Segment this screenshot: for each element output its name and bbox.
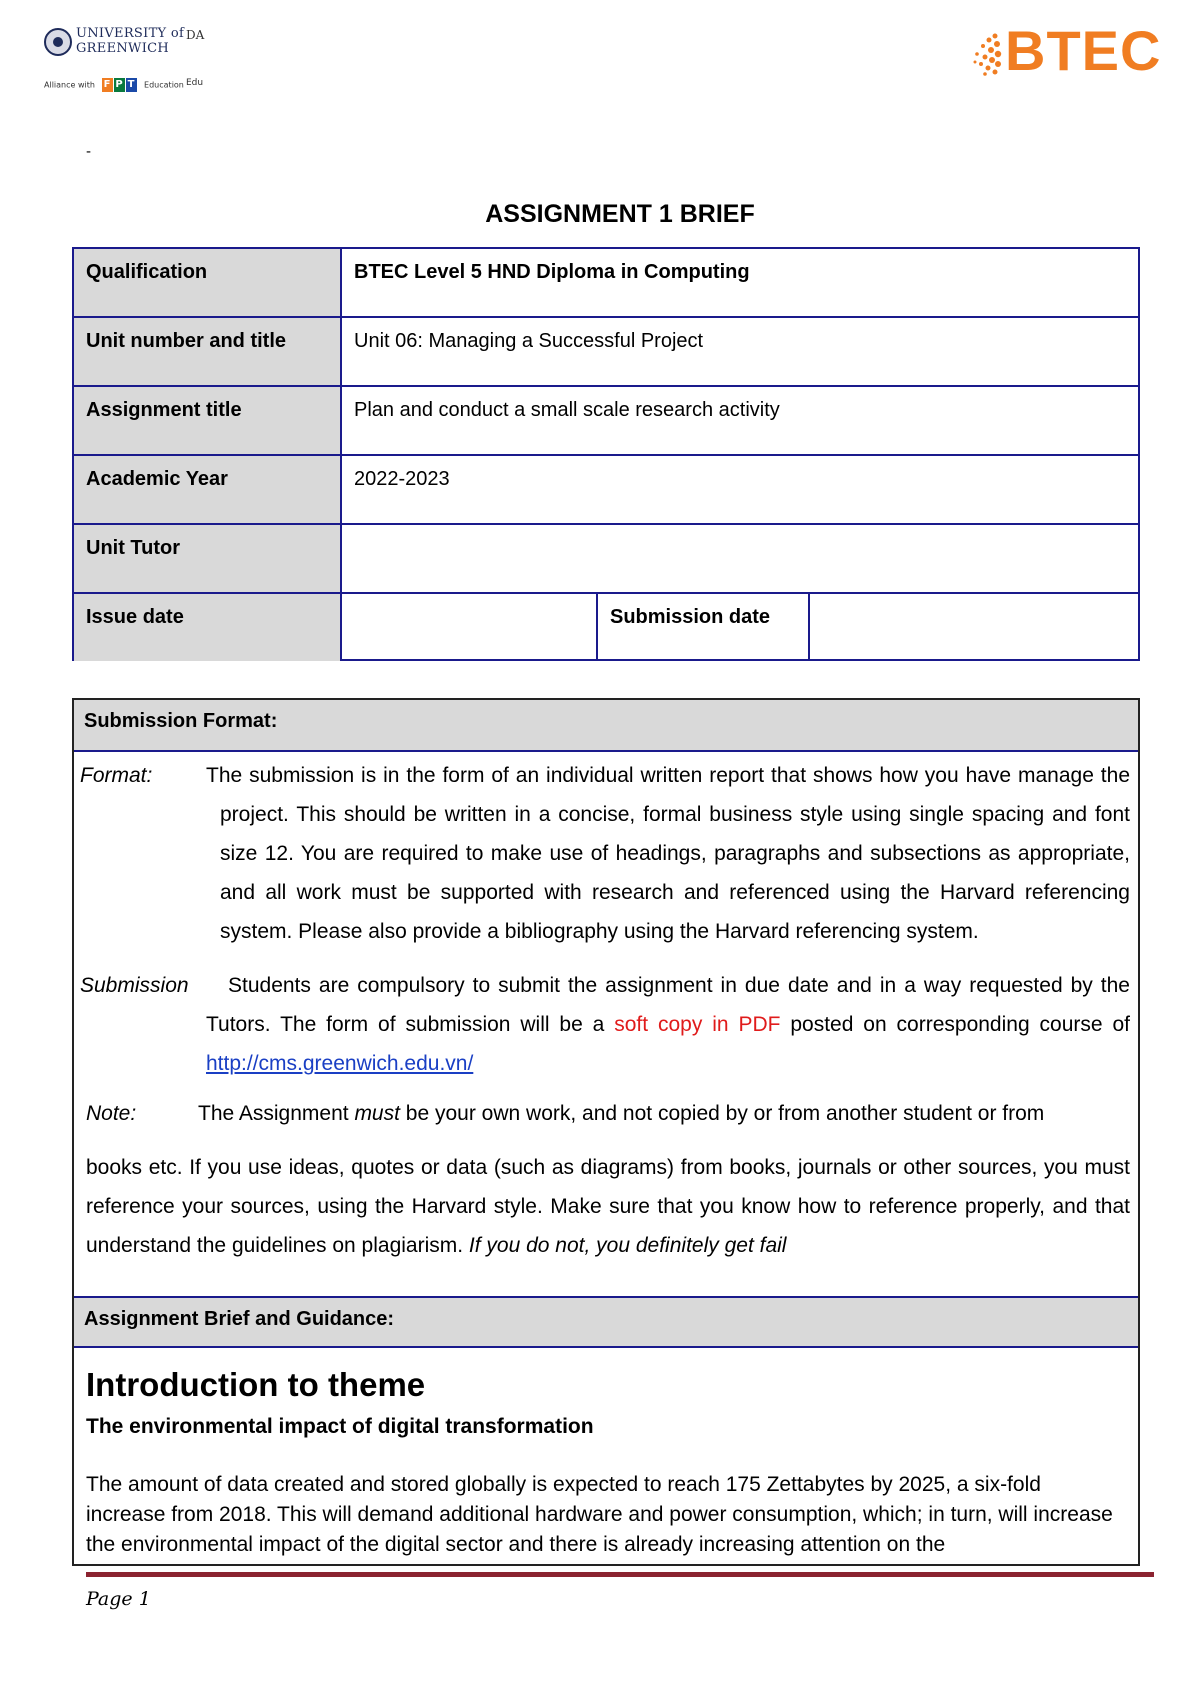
assignment-title-label: Assignment title <box>74 387 342 454</box>
alliance-right-text: Education <box>144 80 184 90</box>
qualification-value: BTEC Level 5 HND Diploma in Computing <box>354 261 750 283</box>
page-number: Page 1 <box>86 1588 151 1610</box>
btec-logo-text: BTEC <box>1005 19 1162 82</box>
university-name-line2: GREENWICH <box>76 41 170 56</box>
assignment-info-table <box>72 247 1140 661</box>
intro-paragraph: The amount of data created and stored globally is expected to reach 175 Zettabytes by 2025, a six-fold increase from 2018. This will demand additional hardware and power consumption, which; in turn, will increase the environmental impact of the digital sector and there is already increasing attention on the <box>86 1473 1113 1556</box>
academic-year-label: Academic Year <box>74 456 342 523</box>
page-title: ASSIGNMENT 1 BRIEF <box>485 200 755 228</box>
intro-subheading: The environmental impact of digital transformation <box>86 1415 594 1438</box>
university-crest-icon <box>44 28 72 56</box>
submission-text-part2: posted on corresponding course of <box>790 1013 1130 1036</box>
alliance-extra-text: Edu <box>186 78 204 88</box>
academic-year-value: 2022-2023 <box>354 468 450 490</box>
unit-value: Unit 06: Managing a Successful Project <box>354 330 704 352</box>
issue-date-value <box>342 594 598 661</box>
format-text: The submission is in the form of an individual written report that shows how you have manage the project. This should be written in a concise, formal business style using single spacing and font size 12. You are required to make use of headings, paragraphs and subsections as appropriate, and all work must be supported with research and referenced using the Harvard referencing system. Please also provide a bibliography using the Harvard referencing system. <box>206 764 1130 943</box>
note-warning: If you do not, you definitely get fail <box>468 1234 787 1257</box>
assignment-brief-heading: Assignment Brief and Guidance: <box>74 1296 1138 1348</box>
alliance-line <box>44 78 184 92</box>
university-extra-text: DA <box>186 28 205 42</box>
soft-copy-highlight: soft copy in PDF <box>614 1013 781 1036</box>
unit-tutor-label: Unit Tutor <box>74 525 342 592</box>
issue-date-label: Issue date <box>74 594 342 661</box>
format-label: Format: <box>80 764 153 787</box>
university-name-line1: UNIVERSITY of <box>76 26 185 41</box>
format-paragraph <box>80 756 1130 951</box>
table-row <box>74 456 1138 525</box>
note-continued-paragraph <box>86 1148 1130 1265</box>
note-text-part2: be your own work, and not copied by or from another student or from <box>405 1102 1045 1125</box>
btec-logo <box>965 19 1175 92</box>
unit-tutor-value <box>342 525 1138 592</box>
note-continued-text: books etc. If you use ideas, quotes or data (such as diagrams) from books, journals or other sources, you must reference your sources, using the Harvard style. Make sure that you know how to reference properly, and that understand the guidelines on plagiarism. <box>86 1156 1130 1257</box>
note-emphasis: must <box>354 1102 400 1125</box>
cms-link[interactable]: http://cms.greenwich.edu.vn/ <box>206 1052 474 1075</box>
submission-section <box>72 698 1140 1566</box>
table-row <box>74 387 1138 456</box>
unit-label: Unit number and title <box>74 318 342 385</box>
qualification-label: Qualification <box>74 249 342 316</box>
submission-format-heading: Submission Format: <box>74 700 1138 752</box>
table-row <box>74 594 1138 661</box>
submission-date-value <box>810 594 1138 661</box>
university-logo <box>44 26 204 96</box>
btec-dots-icon <box>965 30 1003 80</box>
alliance-left-text: Alliance with <box>44 80 95 90</box>
submission-date-label: Submission date <box>598 594 810 661</box>
submission-text-part1: Students are compulsory to submit the assignment in due date and in a way requested by the Tutors. The form of submission will be a <box>206 974 1130 1036</box>
table-row <box>74 249 1138 318</box>
fpt-logo: F P T <box>102 78 138 92</box>
note-line <box>86 1094 1130 1133</box>
footer-rule <box>86 1572 1154 1577</box>
assignment-title-value: Plan and conduct a small scale research activity <box>354 399 780 421</box>
intro-heading: Introduction to theme <box>86 1366 426 1403</box>
table-row <box>74 525 1138 594</box>
note-text-part1: The Assignment <box>198 1102 349 1125</box>
submission-paragraph <box>80 966 1130 1083</box>
note-label: Note: <box>86 1102 137 1125</box>
submission-label: Submission <box>80 974 189 997</box>
table-row <box>74 318 1138 387</box>
stray-mark: - <box>86 144 92 160</box>
